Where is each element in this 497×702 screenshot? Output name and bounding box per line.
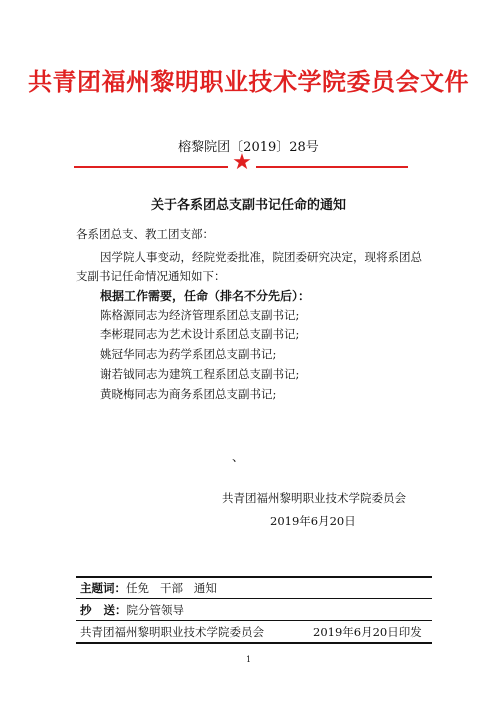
intro-paragraph-line-2: 支副书记任命情况通知如下： [76,269,226,283]
appointment-item: 谢若钺同志为建筑工程系团总支副书记; [100,367,300,381]
cc-value: 院分管领导 [126,603,185,617]
appointment-item: 黄晓梅同志为商务系团总支副书记; [100,387,277,401]
keywords-value: 任免 干部 通知 [126,581,217,595]
intro-paragraph-line-1: 因学院人事变动，经院党委批准，院团委研究决定，现将系团总 [100,250,422,264]
footer-print-date: 2019年6月20日印发 [313,625,422,639]
footer-top-rule [76,576,432,578]
footer-issuer: 共青团福州黎明职业技术学院委员会 [80,625,264,639]
footer-keywords-row [80,580,217,596]
footer-cc-rule [76,620,432,621]
notice-title: 关于各系团总支副书记任命的通知 [150,198,346,213]
header-divider-right [256,166,408,168]
footer-bottom-rule [76,642,432,644]
appointment-basis: 根据工作需要，任命（排名不分先后）： [100,289,311,303]
header-divider-left [74,166,228,168]
salutation: 各系团总支、教工团支部： [76,227,214,241]
appointment-item: 李彬琨同志为艺术设计系团总支副书记; [100,327,300,341]
appointment-item: 陈格源同志为经济管理系团总支副书记; [100,308,300,322]
signature-date: 2019年6月20日 [270,514,356,528]
appointment-item: 姚冠华同志为药学系团总支副书记; [100,347,277,361]
footer-keywords-rule [76,598,432,599]
stray-mark: 、 [232,450,245,464]
cc-label: 抄 送： [80,603,127,617]
star-icon: ★ [232,150,252,175]
document-number: 榕黎院团〔2019〕28号 [178,140,319,155]
document-header-title: 共青团福州黎明职业技术学院委员会文件 [28,68,469,96]
page-number: 1 [245,655,252,664]
footer-cc-row [80,602,184,618]
signature-org: 共青团福州黎明职业技术学院委员会 [222,491,406,505]
keywords-label: 主题词： [80,581,126,595]
